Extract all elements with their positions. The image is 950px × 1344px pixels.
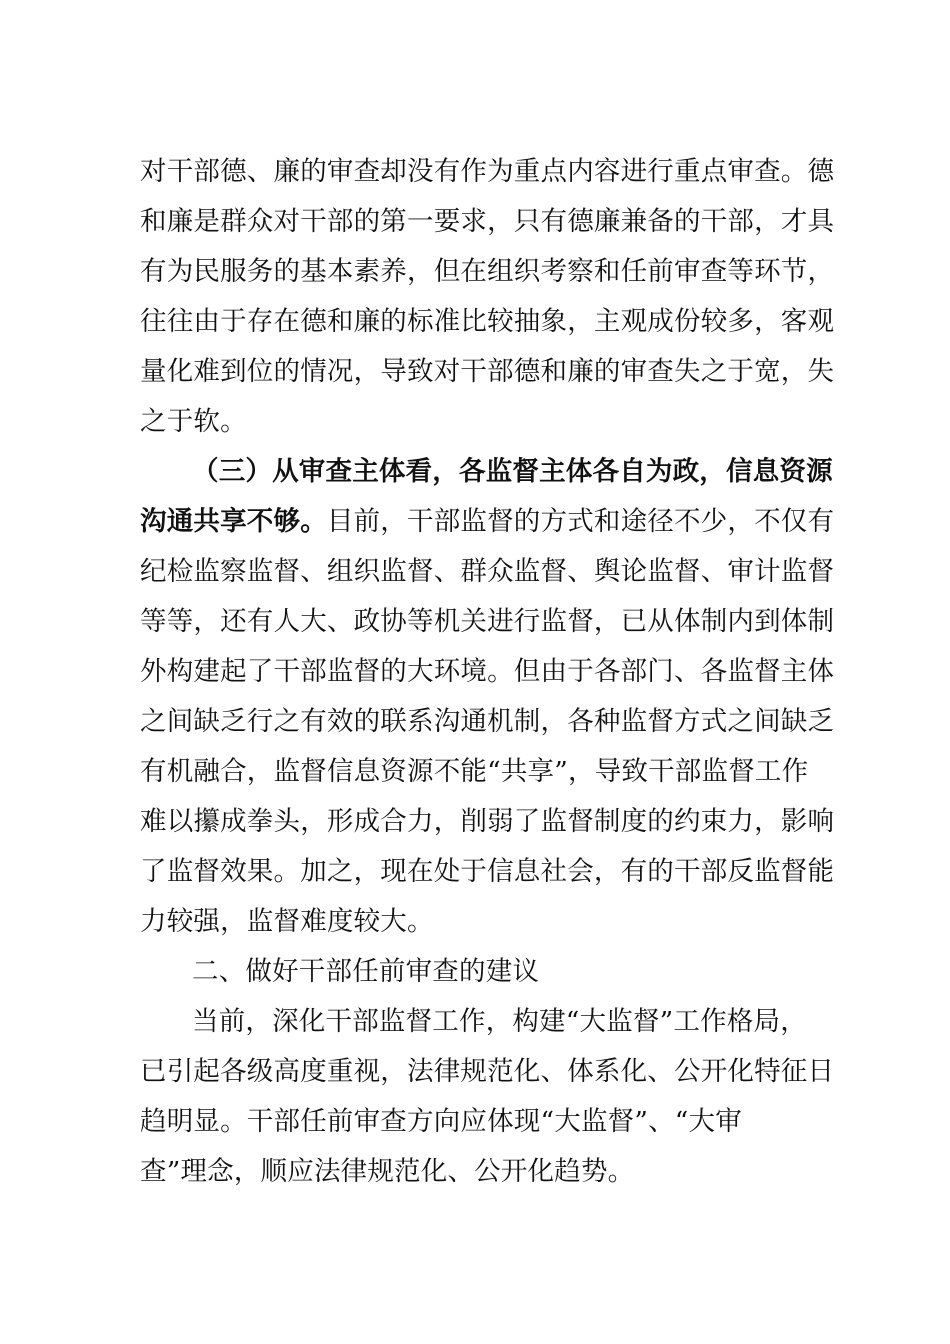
paragraph-line: 难以攥成拳头，形成合力，削弱了监督制度的约束力，影响 — [140, 806, 835, 837]
section-heading-continuation: 沟通共享不够。 — [140, 506, 327, 537]
paragraph-line: 查”理念，顺应法律规范化、公开化趋势。 — [140, 1156, 635, 1187]
paragraph-text: 目前，干部监督的方式和途径不少，不仅有 — [326, 506, 835, 537]
paragraph-line: 往往由于存在德和廉的标准比较抽象，主观成份较多，客观 — [140, 306, 835, 337]
paragraph-line: 外构建起了干部监督的大环境。但由于各部门、各监督主体 — [140, 656, 835, 687]
paragraph-line — [140, 502, 835, 542]
paragraph-line: 了监督效果。加之，现在处于信息社会，有的干部反监督能 — [140, 856, 835, 887]
paragraph-line: 已引起各级高度重视，法律规范化、体系化、公开化特征日 — [140, 1056, 835, 1087]
paragraph-line: 有为民服务的基本素养，但在组织考察和任前审查等环节， — [140, 256, 835, 287]
paragraph-line: 力较强，监督难度较大。 — [140, 906, 434, 937]
paragraph-line: 当前，深化干部监督工作，构建“大监督”工作格局， — [192, 1006, 807, 1037]
paragraph-line: 量化难到位的情况，导致对干部德和廉的审查失之于宽，失 — [140, 356, 835, 387]
paragraph-line: 对干部德、廉的审查却没有作为重点内容进行重点审查。德 — [140, 156, 835, 187]
paragraph-line: 有机融合，监督信息资源不能“共享”，导致干部监督工作 — [140, 756, 809, 787]
paragraph-line: 之间缺乏行之有效的联系沟通机制，各种监督方式之间缺乏 — [140, 706, 835, 737]
paragraph-line: 纪检监察监督、组织监督、群众监督、舆论监督、审计监督 — [140, 556, 835, 587]
paragraph-line: 之于软。 — [140, 406, 247, 437]
paragraph-line: 等等，还有人大、政协等机关进行监督，已从体制内到体制 — [140, 606, 835, 637]
part-heading: 二、做好干部任前审查的建议 — [192, 956, 540, 987]
section-heading: （三）从审查主体看，各监督主体各自为政，信息资源 — [192, 456, 833, 487]
paragraph-line: 趋明显。干部任前审查方向应体现“大监督”、“大审 — [140, 1106, 742, 1137]
paragraph-line: 和廉是群众对干部的第一要求，只有德廉兼备的干部，才具 — [140, 206, 835, 237]
